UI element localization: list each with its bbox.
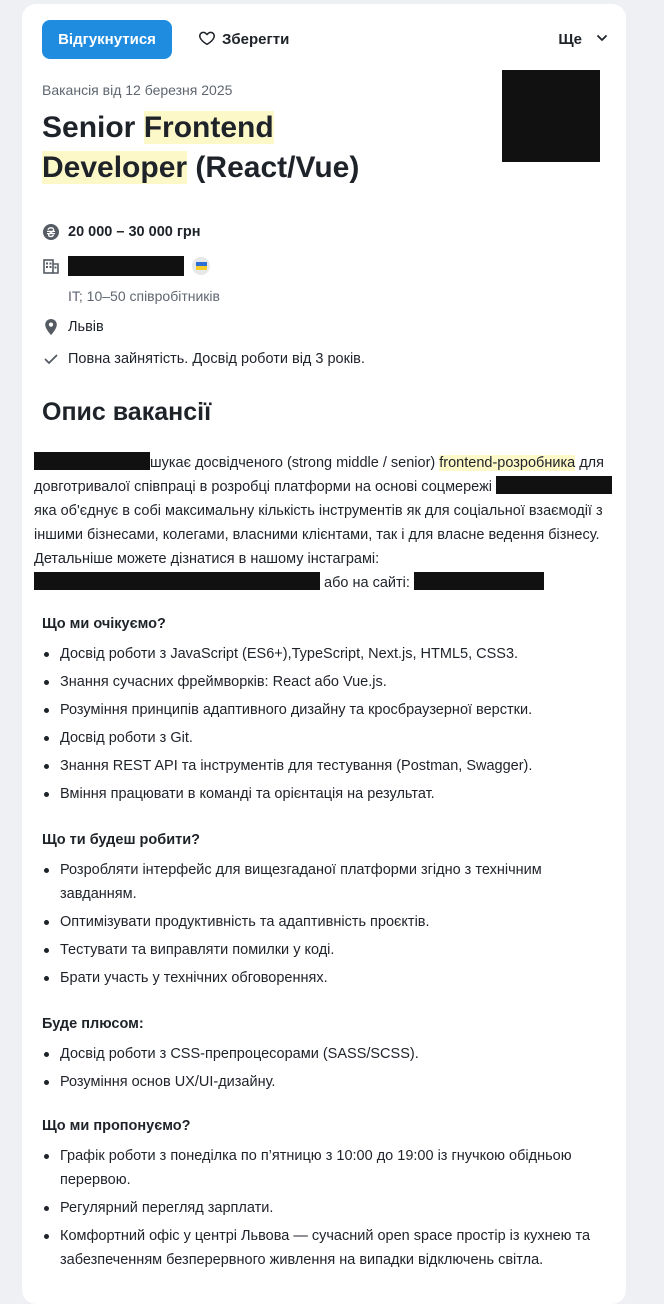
chevron-down-icon: [596, 31, 608, 48]
title-highlight-1: Frontend: [143, 111, 274, 144]
hryvnia-icon: [42, 223, 60, 241]
redacted-instagram-link[interactable]: [34, 572, 320, 590]
section-title: Що ми пропонуємо?: [42, 1118, 191, 1134]
list-item: Брати участь у технічних обговореннях.: [42, 966, 610, 990]
list-item: Розуміння основ UX/UI-дизайну.: [42, 1070, 610, 1094]
save-label: Зберегти: [222, 31, 290, 48]
apply-button[interactable]: Відгукнутися: [42, 20, 172, 59]
title-highlight-2: Developer: [42, 151, 188, 184]
section-offer: [42, 1118, 610, 1276]
company-name-redacted[interactable]: [68, 256, 184, 276]
list-item: Розробляти інтерфейс для вищезгаданої платформи згідно з технічним завданням.: [42, 858, 610, 906]
list-item: Досвід роботи з Git.: [42, 726, 610, 750]
section-title: Що ми очікуємо?: [42, 616, 166, 632]
description-paragraph: [34, 451, 622, 595]
section-title: Буде плюсом:: [42, 1016, 144, 1032]
city-value: Львів: [68, 319, 104, 335]
more-menu-button[interactable]: [558, 20, 608, 59]
more-label: Ще: [558, 31, 582, 48]
section-nice-to-have: [42, 1016, 610, 1098]
redacted-website-link[interactable]: [414, 572, 544, 590]
list-item: Розуміння принципів адаптивного дизайну та кросбраузерної верстки.: [42, 698, 610, 722]
para-part-a: шукає досвідченого (strong middle / senior): [150, 455, 436, 471]
vacancy-date: Вакансія від 12 березня 2025: [42, 82, 233, 98]
salary-value: 20 000 – 30 000 грн: [68, 224, 201, 240]
employment-value: Повна зайнятість. Досвід роботи від 3 років.: [68, 351, 365, 367]
list-item: Комфортний офіс у центрі Львова — сучасний open space простір із кухнею та забезпеченням безперервного живлення на випадки відключень світла.: [42, 1224, 610, 1272]
heart-icon: [198, 29, 216, 51]
description-heading: Опис вакансії: [42, 398, 212, 426]
location-pin-icon: [42, 318, 60, 336]
title-part-2: (React/Vue): [195, 151, 360, 184]
section-responsibilities: [42, 832, 610, 994]
list-item: Знання сучасних фреймворків: React або Vue.js.: [42, 670, 610, 694]
employment-row: [42, 350, 365, 368]
company-meta: IT; 10–50 співробітників: [68, 288, 220, 304]
company-row: [42, 256, 210, 276]
redacted-company: [34, 452, 150, 470]
ukraine-flag-icon: [192, 257, 210, 275]
vacancy-title: [42, 108, 462, 188]
title-part-1: Senior: [42, 111, 136, 144]
location-row: [42, 318, 104, 336]
list-item: Тестувати та виправляти помилки у коді.: [42, 938, 610, 962]
vacancy-card: [22, 4, 626, 1304]
section-title: Що ти будеш робити?: [42, 832, 201, 848]
para-part-b: для довготривалої співпраці в розробці платформи на основі соцмережі: [34, 455, 604, 495]
para-part-c: яка об'єднує в собі максимальну кількість інструментів як для соціальної взаємодії з іншими бізнесами, колегами, власними клієнтами, так і для власне ведення бізнесу. Детальніше можете дізнатися в нашому інстаграмі:: [34, 503, 603, 567]
list-item: Знання REST API та інструментів для тестування (Postman, Swagger).: [42, 754, 610, 778]
list-item: Графік роботи з понеділка по п’ятницю з 10:00 до 19:00 із гнучкою обідньою перервою.: [42, 1144, 610, 1192]
redacted-network-name: [496, 476, 612, 494]
para-highlight: frontend-розробника: [439, 455, 576, 471]
save-button[interactable]: [198, 20, 289, 59]
list-item: Досвід роботи з JavaScript (ES6+),TypeScript, Next.js, HTML5, CSS3.: [42, 642, 610, 666]
checkmark-icon: [42, 350, 60, 368]
building-icon: [42, 257, 60, 275]
salary-row: [42, 223, 201, 241]
list-item: Вміння працювати в команді та орієнтація на результат.: [42, 782, 610, 806]
company-logo-redacted: [502, 70, 600, 162]
list-item: Досвід роботи з CSS-препроцесорами (SASS/SCSS).: [42, 1042, 610, 1066]
list-item: Оптимізувати продуктивність та адаптивність проєктів.: [42, 910, 610, 934]
list-item: Регулярний перегляд зарплати.: [42, 1196, 610, 1220]
para-part-d: або на сайті:: [324, 575, 410, 591]
action-bar: [42, 20, 608, 60]
section-expectations: [42, 616, 610, 810]
